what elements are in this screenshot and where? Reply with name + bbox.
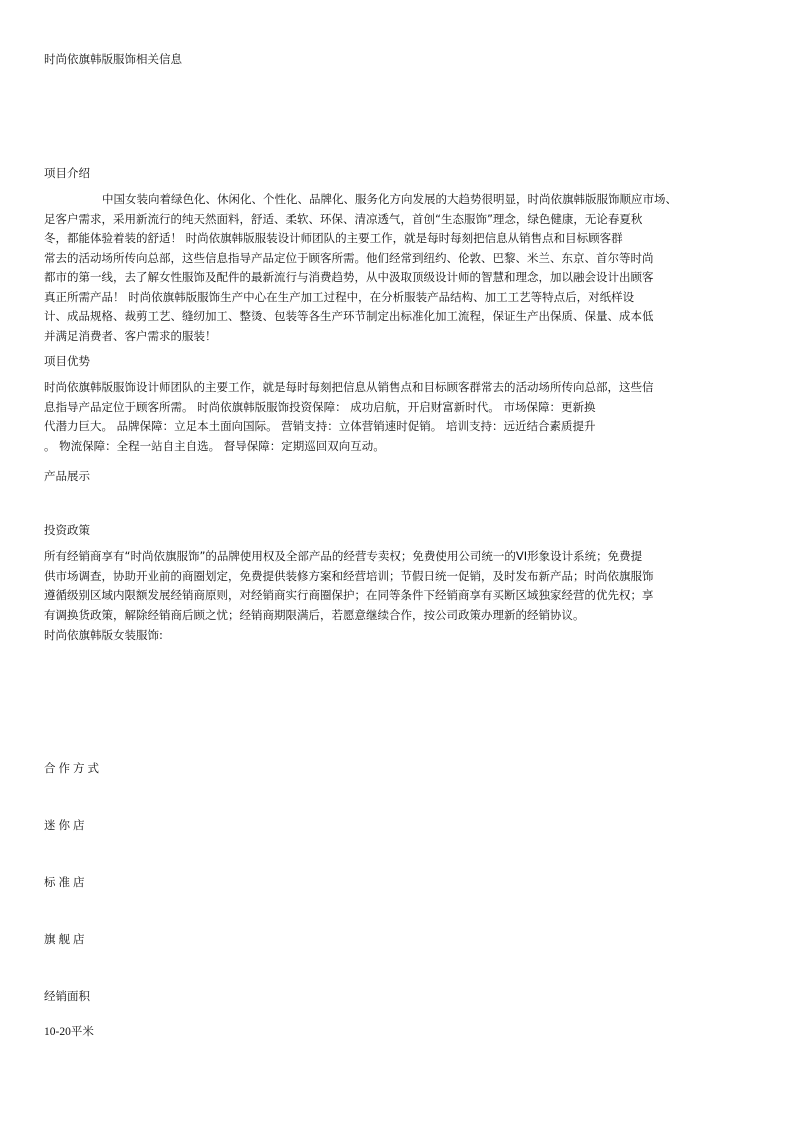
store-type-mini: 迷你店 — [44, 818, 88, 832]
area-value: 10-20平米 — [44, 1026, 94, 1038]
intro-line: 计、成品规格、裁剪工艺、缝纫加工、整烫、包装等各生产环节制定出标准化加工流程，保证生产出保质、保量、成本低 — [44, 309, 654, 323]
cooperation-heading: 合作方式 — [44, 761, 102, 775]
intro-line: 冬，都能体验着装的舒适！ 时尚依旗韩版服装设计师团队的主要工作，就是每时每刻把信息从销售点和目标顾客群 — [44, 231, 623, 245]
intro-line: 并满足消费者、客户需求的服装！ — [44, 328, 217, 343]
advantages-line: 。 物流保障：全程一站自主自选。 督导保障：定期巡回双向互动。 — [44, 438, 385, 453]
document-title: 时尚依旗韩版服饰相关信息 — [44, 52, 182, 66]
advantages-line: 代潜力巨大。 品牌保障：立足本土面向国际。 营销支持：立体营销速时促销。 培训支持：远近结合素质提升 — [44, 419, 596, 433]
store-type-standard: 标准店 — [44, 875, 88, 889]
policy-heading: 投资政策 — [44, 523, 90, 537]
showcase-heading: 产品展示 — [44, 469, 90, 483]
policy-line: 供市场调查，协助开业前的商圈划定，免费提供装修方案和经营培训；节假日统一促销，及时发布新产品；时尚依旗服饰 — [44, 568, 654, 583]
store-type-flagship: 旗舰店 — [44, 932, 88, 946]
policy-line: 所有经销商享有“时尚依旗服饰”的品牌使用权及全部产品的经营专卖权；免费使用公司统一的VI形象设计系统；免费提 — [44, 549, 643, 563]
advantages-line: 时尚依旗韩版服饰设计师团队的主要工作，就是每时每刻把信息从销售点和目标顾客群常去的活动场所传向总部，这些信 — [44, 380, 654, 394]
intro-line: 足客户需求，采用新流行的纯天然面料，舒适、柔软、环保、清凉透气，首创“生态服饰”理念，绿色健康，无论春夏秋 — [44, 211, 643, 226]
intro-line: 都市的第一线，去了解女性服饰及配件的最新流行与消费趋势，从中汲取顶级设计师的智慧和理念，加以融会设计出顾客 — [44, 270, 654, 284]
intro-heading: 项目介绍 — [44, 166, 90, 180]
intro-line: 常去的活动场所传向总部，这些信息指导产品定位于顾客所需。他们经常到纽约、伦敦、巴黎、米兰、东京、首尔等时尚 — [44, 250, 654, 265]
policy-paragraph — [44, 547, 756, 625]
area-label: 经销面积 — [44, 989, 90, 1003]
advantages-paragraph — [44, 378, 756, 456]
intro-paragraph — [44, 190, 756, 346]
advantages-line: 息指导产品定位于顾客所需。 时尚依旗韩版服饰投资保障： 成功启航，开启财富新时代。 市场保障：更新换 — [44, 399, 596, 414]
policy-line: 遵循级别区域内限额发展经销商原则，对经销商实行商圈保护；在同等条件下经销商享有买断区域独家经营的优先权；享 — [44, 588, 654, 602]
advantages-heading: 项目优势 — [44, 354, 90, 368]
policy-footer: 时尚依旗韩版女装服饰: — [44, 628, 163, 642]
intro-line: 真正所需产品！ 时尚依旗韩版服饰生产中心在生产加工过程中，在分析服装产品结构、加工工艺等特点后，对纸样设 — [44, 289, 635, 304]
policy-line: 有调换货政策，解除经销商后顾之忧；经销商期限满后，若愿意继续合作，按公司政策办理新的经销协议。 — [44, 607, 585, 622]
intro-line: 中国女装向着绿色化、休闲化、个性化、品牌化、服务化方向发展的大趋势很明显，时尚依旗韩版服饰顺应市场、 — [102, 192, 677, 206]
